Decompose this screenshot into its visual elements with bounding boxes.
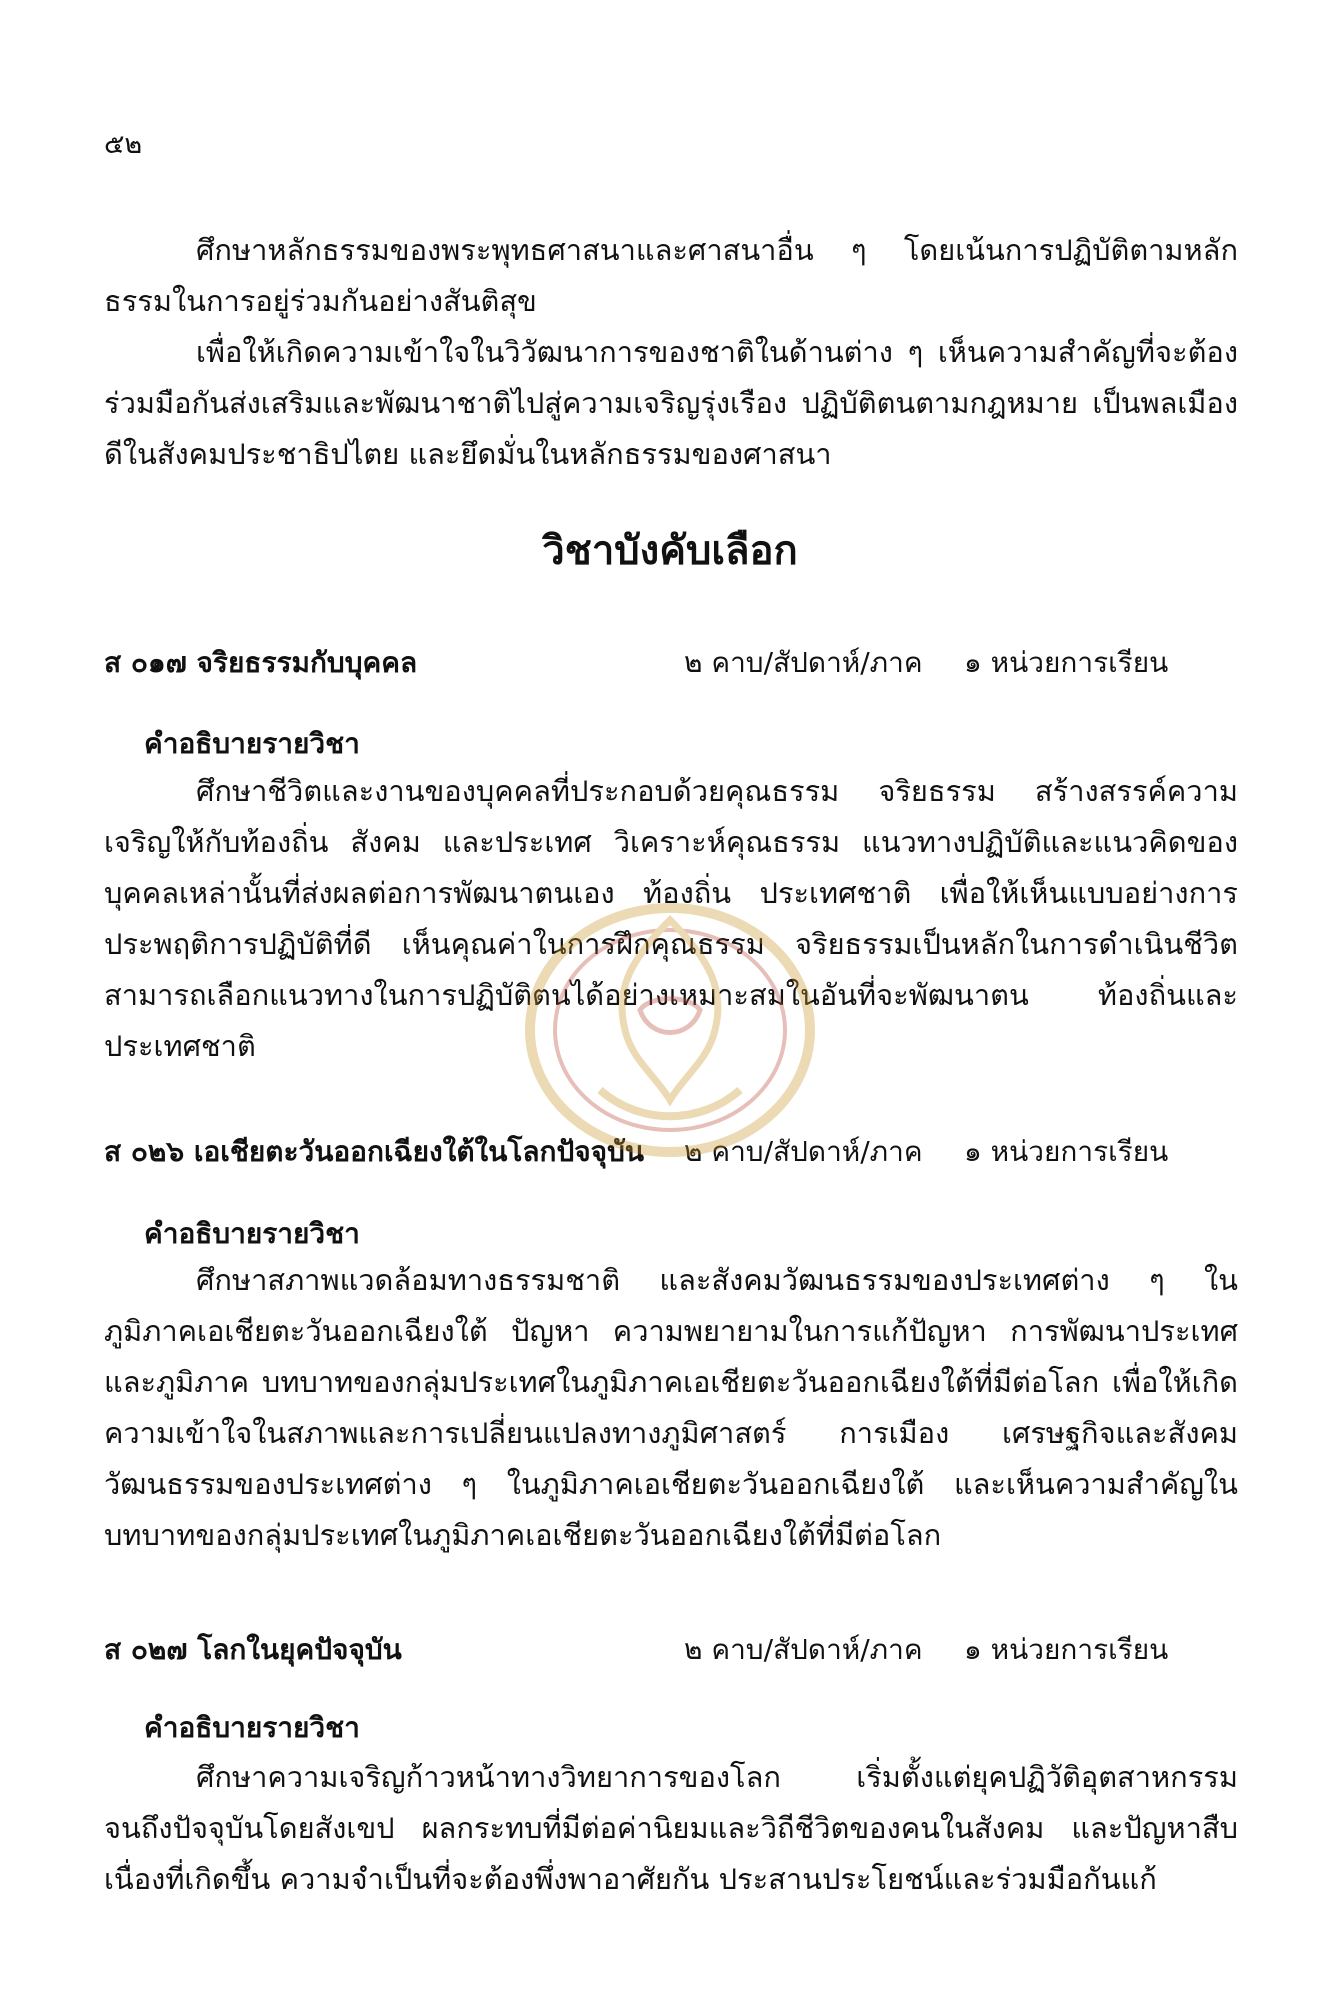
course-description: ศึกษาชีวิตและงานของบุคคลที่ประกอบด้วยคุณธรรม จริยธรรม สร้างสรรค์ความเจริญให้กับท้องถิ่น สังคม และประเทศ วิเคราะห์คุณธรรม แนวทางปฏิบัติและแนวคิดของบุคคลเหล่านั้นที่ส่งผลต่อการพัฒนาตนเอง ท้องถิ่น ประเทศชาติ เพื่อให้เห็นแบบอย่างการประพฤติการปฏิบัติที่ดี เห็นคุณค่าในการฝึกคุณธรรม จริยธรรมเป็นหลักในการดำเนินชีวิต สามารถเลือกแนวทางในการปฏิบัติตนได้อย่างเหมาะสมในอันที่จะพัฒนาตน ท้องถิ่นและประเทศชาติ <box>104 774 1238 1063</box>
course-hours: ๒ คาบ/สัปดาห์/ภาค <box>684 1135 923 1168</box>
course-description: ศึกษาสภาพแวดล้อมทางธรรมชาติ และสังคมวัฒนธรรมของประเทศต่าง ๆ ในภูมิภาคเอเชียตะวันออกเฉียงใต้ ปัญหา ความพยายามในการแก้ปัญหา การพัฒนาประเทศและภูมิภาค บทบาทของกลุ่มประเทศในภูมิภาคเอเชียตะวันออกเฉียงใต้ที่มีต่อโลก เพื่อให้เกิดความเข้าใจในสภาพและการเปลี่ยนแปลงทางภูมิศาสตร์ การเมือง เศรษฐกิจและสังคมวัฒนธรรมของประเทศต่าง ๆ ในภูมิภาคเอเชียตะวันออกเฉียงใต้ และเห็นความสำคัญในบทบาทของกลุ่มประเทศในภูมิภาคเอเชียตะวันออกเฉียงใต้ที่มีต่อโลก <box>104 1263 1238 1552</box>
course-code-title: ส ๐๒๖ เอเชียตะวันออกเฉียงใต้ในโลกปัจจุบัน <box>104 1135 644 1168</box>
course-code-title: ส ๐๑๗ จริยธรรมกับบุคคล <box>104 646 418 679</box>
course-header <box>104 635 1238 683</box>
course-hours: ๒ คาบ/สัปดาห์/ภาค <box>684 1633 923 1666</box>
course-description-label: คำอธิบายรายวิชา <box>144 727 360 760</box>
course-description-label: คำอธิบายรายวิชา <box>144 1217 360 1250</box>
course-credits: ๑ หน่วยการเรียน <box>964 1135 1169 1168</box>
intro-paragraph-1: ศึกษาหลักธรรมของพระพุทธศาสนาและศาสนาอื่น ๆ โดยเน้นการปฏิบัติตามหลักธรรมในการอยู่ร่วมกันอย่างสันติสุข <box>104 233 1238 318</box>
course-description-label: คำอธิบายรายวิชา <box>144 1711 360 1744</box>
course-credits: ๑ หน่วยการเรียน <box>964 646 1169 679</box>
course-code-title: ส ๐๒๗ โลกในยุคปัจจุบัน <box>104 1633 402 1666</box>
section-title: วิชาบังคับเลือก <box>542 528 798 574</box>
ministry-seal-watermark-icon <box>520 900 820 1160</box>
page-number: ๕๒ <box>104 129 143 160</box>
intro-paragraph-2: เพื่อให้เกิดความเข้าใจในวิวัฒนาการของชาติในด้านต่าง ๆ เห็นความสำคัญที่จะต้องร่วมมือกันส่งเสริมและพัฒนาชาติไปสู่ความเจริญรุ่งเรือง ปฏิบัติตนตามกฎหมาย เป็นพลเมืองดีในสังคมประชาธิปไตย และยึดมั่นในหลักธรรมของศาสนา <box>104 335 1238 471</box>
course-hours: ๒ คาบ/สัปดาห์/ภาค <box>684 646 923 679</box>
course-header <box>104 1622 1238 1670</box>
course-credits: ๑ หน่วยการเรียน <box>964 1633 1169 1666</box>
course-description: ศึกษาความเจริญก้าวหน้าทางวิทยาการของโลก เริ่มตั้งแต่ยุคปฏิวัติอุตสาหกรรมจนถึงปัจจุบันโดยสังเขป ผลกระทบที่มีต่อค่านิยมและวิถีชีวิตของคนในสังคม และปัญหาสืบเนื่องที่เกิดขึ้น ความจำเป็นที่จะต้องพึ่งพาอาศัยกัน ประสานประโยชน์และร่วมมือกันแก้ <box>104 1760 1238 1896</box>
